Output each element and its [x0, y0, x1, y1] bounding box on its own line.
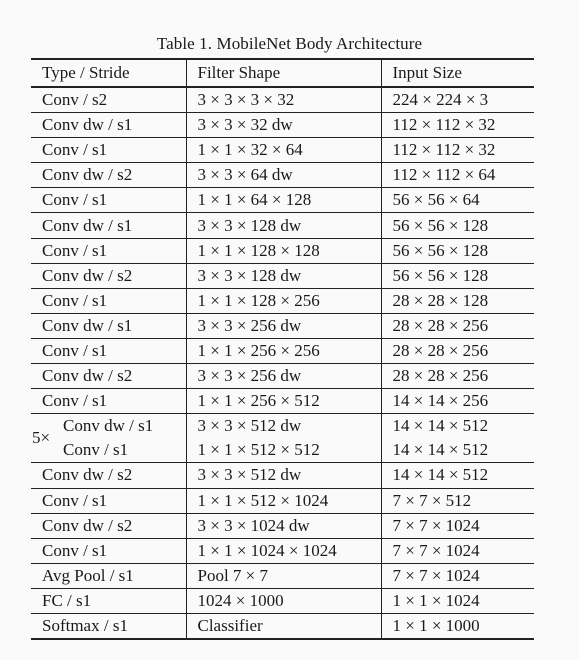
table-row: [31, 113, 534, 138]
cell-input-size: 56 × 56 × 128: [381, 213, 534, 238]
cell-filter-shape: Pool 7 × 7: [186, 563, 381, 588]
cell-input-size: 112 × 112 × 32: [381, 138, 534, 163]
cell-filter-shape: 1 × 1 × 256 × 256: [186, 338, 381, 363]
cell-input-size: 7 × 7 × 1024: [381, 513, 534, 538]
cell-filter-shape: 1 × 1 × 64 × 128: [186, 188, 381, 213]
cell-type-stride: Conv / s1: [31, 188, 186, 213]
cell-type-stride: Conv / s1: [31, 288, 186, 313]
table-row: [31, 488, 534, 513]
cell-filter-shape: 3 × 3 × 128 dw: [186, 263, 381, 288]
cell-input-size: 56 × 56 × 64: [381, 188, 534, 213]
cell-filter-shape: 1 × 1 × 512 × 1024: [186, 488, 381, 513]
cell-input-size: 28 × 28 × 256: [381, 364, 534, 389]
table-row: [31, 338, 534, 363]
table-row: [31, 263, 534, 288]
cell-filter-shape: 1 × 1 × 512 × 512: [186, 438, 381, 463]
table-row: [31, 538, 534, 563]
cell-filter-shape: 3 × 3 × 256 dw: [186, 313, 381, 338]
column-header-type-stride: Type / Stride: [31, 59, 186, 87]
repeated-layer-type: Conv / s1: [63, 440, 129, 460]
table-header-row: [31, 59, 534, 87]
cell-input-size: 14 × 14 × 512: [392, 440, 489, 460]
cell-type-stride: Conv / s1: [31, 488, 186, 513]
cell-type-stride: Conv / s1: [31, 389, 186, 414]
cell-type-stride: Softmax / s1: [31, 613, 186, 639]
cell-input-size: 14 × 14 × 512: [381, 414, 534, 439]
cell-input-size: 7 × 7 × 1024: [381, 563, 534, 588]
cell-type-stride: Conv / s1: [31, 238, 186, 263]
table-row: [31, 613, 534, 639]
cell-input-size: 14 × 14 × 256: [381, 389, 534, 414]
table-row: [31, 213, 534, 238]
cell-input-size: 28 × 28 × 256: [381, 313, 534, 338]
cell-type-stride: Conv dw / s1: [31, 213, 186, 238]
cell-type-stride: Conv / s1: [31, 338, 186, 363]
cell-filter-shape: Classifier: [186, 613, 381, 639]
table-row: [31, 87, 534, 113]
cell-filter-shape: 1 × 1 × 128 × 128: [186, 238, 381, 263]
table-row: [31, 238, 534, 263]
cell-input-size: 112 × 112 × 32: [381, 113, 534, 138]
cell-filter-shape: 3 × 3 × 512 dw: [186, 414, 381, 439]
cell-filter-shape: 1 × 1 × 256 × 512: [186, 389, 381, 414]
cell-input-size: 224 × 224 × 3: [381, 87, 534, 113]
cell-type-stride: Conv dw / s2: [31, 263, 186, 288]
cell-type-stride: Conv / s2: [31, 87, 186, 113]
architecture-table: [31, 58, 534, 640]
cell-type-stride: Conv dw / s1: [31, 113, 186, 138]
cell-type-stride: Conv dw / s2: [31, 463, 186, 488]
cell-filter-shape: 3 × 3 × 32 dw: [186, 113, 381, 138]
cell-type-stride: Avg Pool / s1: [31, 563, 186, 588]
cell-input-size: 1 × 1 × 1000: [381, 613, 534, 639]
cell-filter-shape: 3 × 3 × 512 dw: [186, 463, 381, 488]
cell-type-stride: Conv dw / s2: [31, 513, 186, 538]
table-row: [31, 389, 534, 414]
table-row: [31, 288, 534, 313]
cell-input-size: 14 × 14 × 512: [381, 463, 534, 488]
cell-type-stride: Conv / s1: [31, 538, 186, 563]
cell-input-size: 28 × 28 × 256: [381, 338, 534, 363]
cell-filter-shape: 1 × 1 × 32 × 64: [186, 138, 381, 163]
cell-type-stride: Conv / s1: [31, 138, 186, 163]
repeated-layer-type: Conv dw / s1: [63, 416, 154, 436]
cell-filter-shape: 3 × 3 × 1024 dw: [186, 513, 381, 538]
cell-input-size: 7 × 7 × 1024: [381, 538, 534, 563]
table-row: [31, 364, 534, 389]
table-row: [31, 513, 534, 538]
table-row: [31, 563, 534, 588]
cell-filter-shape: 3 × 3 × 64 dw: [186, 163, 381, 188]
table-row: [31, 313, 534, 338]
cell-filter-shape: 1024 × 1000: [186, 588, 381, 613]
table-caption: Table 1. MobileNet Body Architecture: [156, 34, 423, 53]
cell-type-stride: FC / s1: [31, 588, 186, 613]
cell-input-size: 56 × 56 × 128: [381, 238, 534, 263]
table-row: [31, 588, 534, 613]
cell-filter-shape: 3 × 3 × 128 dw: [186, 213, 381, 238]
table-row: [31, 463, 534, 488]
table-body: [31, 87, 534, 639]
cell-input-size: 28 × 28 × 128: [381, 288, 534, 313]
table-row: [31, 163, 534, 188]
cell-filter-shape: 3 × 3 × 256 dw: [186, 364, 381, 389]
cell-filter-shape: 1 × 1 × 128 × 256: [186, 288, 381, 313]
cell-input-size: 1 × 1 × 1024: [381, 588, 534, 613]
repeat-count-label: 5×: [32, 428, 51, 448]
cell-type-stride: [31, 414, 186, 448]
cell-type-stride: Conv dw / s2: [31, 364, 186, 389]
cell-type-stride: [31, 438, 186, 463]
cell-filter-shape: 1 × 1 × 1024 × 1024: [186, 538, 381, 563]
column-header-input-size: Input Size: [381, 59, 534, 87]
table-row: [31, 188, 534, 213]
column-header-filter-shape: Filter Shape: [186, 59, 381, 87]
cell-input-size: 56 × 56 × 128: [381, 263, 534, 288]
cell-type-stride: Conv dw / s2: [31, 163, 186, 188]
table-row: [31, 138, 534, 163]
table-row-repeated: [31, 438, 534, 463]
cell-type-stride: Conv dw / s1: [31, 313, 186, 338]
cell-filter-shape: 3 × 3 × 3 × 32: [186, 87, 381, 113]
cell-input-size: 112 × 112 × 64: [381, 163, 534, 188]
cell-input-size: 7 × 7 × 512: [381, 488, 534, 513]
table-row-repeated: [31, 414, 534, 439]
